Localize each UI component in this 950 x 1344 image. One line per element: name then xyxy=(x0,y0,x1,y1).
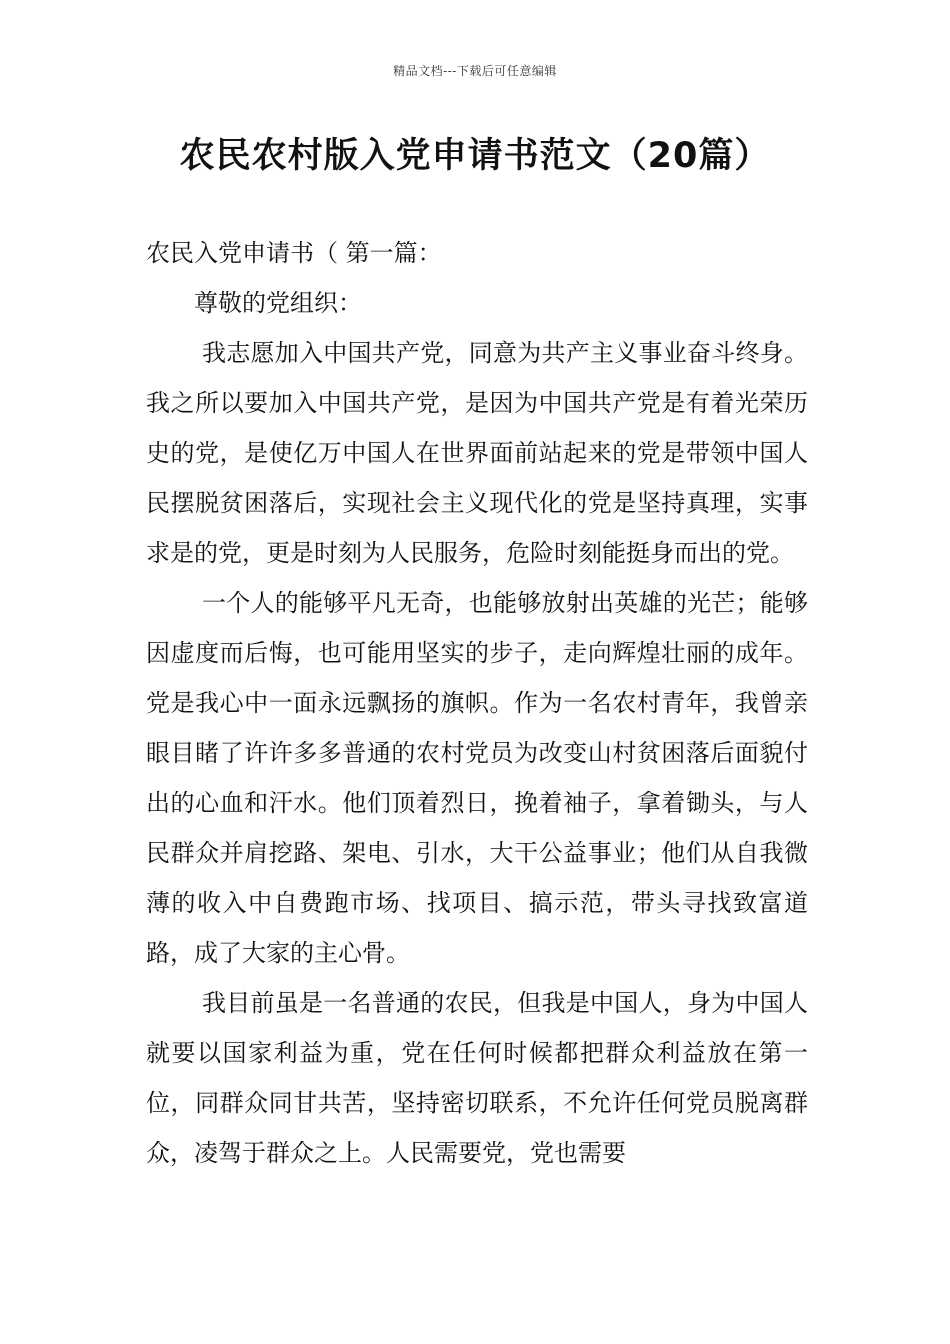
section-heading: 农民入党申请书（ 第一篇： xyxy=(146,239,442,267)
paragraph-1: 我志愿加入中国共产党，同意为共产主义事业奋斗终身。我之所以要加入中国共产党，是因为中国共产党是有着光荣历史的党，是使亿万中国人在世界面前站起来的党是带领中国人民摆脱贫困落后，实现社会主义现代化的党是坚持真理，实事求是的党，更是时刻为人民服务，危险时刻能挺身而出的党。 xyxy=(146,339,808,567)
page-header: 精品文档---下载后可任意编辑 xyxy=(393,64,557,78)
salutation: 尊敬的党组织： xyxy=(194,289,362,317)
document-title: 农民农村版入党申请书范文（20篇） xyxy=(179,136,771,176)
paragraph-2: 一个人的能够平凡无奇，也能够放射出英雄的光芒；能够因虚度而后悔，也可能用坚实的步子，走向辉煌壮丽的成年。党是我心中一面永远飘扬的旗帜。作为一名农村青年，我曾亲眼目睹了许许多多普通的农村党员为改变山村贫困落后面貌付出的心血和汗水。他们顶着烈日，挽着袖子，拿着锄头，与人民群众并肩挖路、架电、引水，大干公益事业；他们从自我微薄的收入中自费跑市场、找项目、搞示范，带头寻找致富道路，成了大家的主心骨。 xyxy=(146,589,808,967)
document-body xyxy=(146,228,808,1178)
paragraph-3: 我目前虽是一名普通的农民，但我是中国人，身为中国人就要以国家利益为重，党在任何时候都把群众利益放在第一位，同群众同甘共苦，坚持密切联系，不允许任何党员脱离群众，凌驾于群众之上。人民需要党，党也需要 xyxy=(146,989,808,1167)
